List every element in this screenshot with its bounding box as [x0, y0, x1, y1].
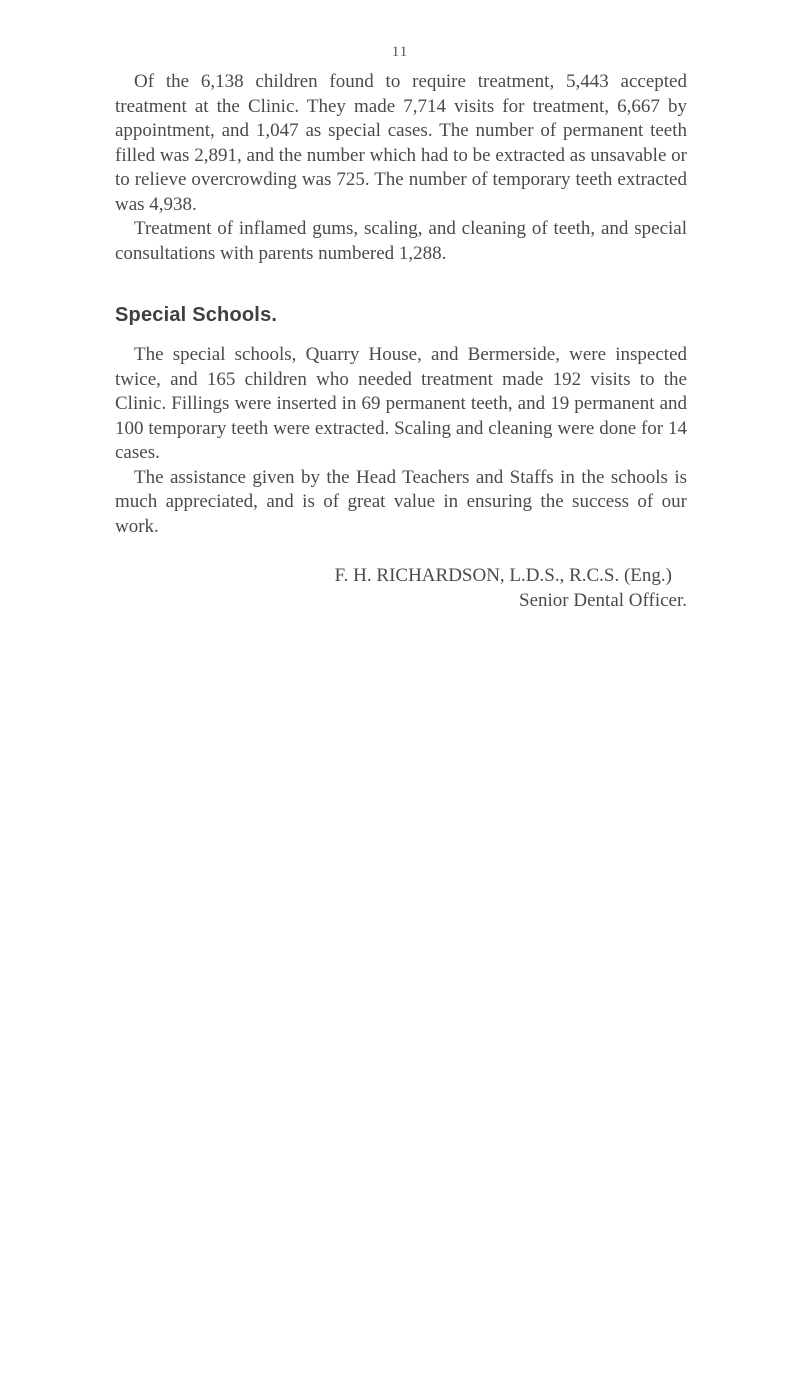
page-content — [115, 70, 687, 613]
signature-title: Senior Dental Officer. — [519, 590, 687, 611]
gum-treatment-paragraph: Treatment of inflamed gums, scaling, and cleaning of teeth, and special consultations with parents numbered 1,288. — [115, 218, 687, 264]
page-number: 11 — [391, 44, 409, 60]
signature-block — [115, 563, 687, 613]
special-schools-heading: Special Schools. — [115, 304, 278, 326]
signature-name: F. H. RICHARDSON, L.D.S., R.C.S. (Eng.) — [334, 565, 672, 586]
assistance-paragraph: The assistance given by the Head Teachers and Staffs in the schools is much appreciated, and is of great value in ensuring the success of our work. — [115, 466, 687, 537]
special-schools-paragraph: The special schools, Quarry House, and Bermerside, were inspected twice, and 165 children who needed treatment made 192 visits to the Clinic. Fillings were inserted in 69 permanent teeth, and 19 permanent and 100 temporary teeth were extracted. Scaling and cleaning were done for 14 cases. — [115, 344, 687, 463]
clinic-treatment-paragraph: Of the 6,138 children found to require treatment, 5,443 accepted treatment at the Clinic. They made 7,714 visits for treatment, 6,667 by appointment, and 1,047 as special cases. The number of permanent teeth filled was 2,891, and the number which had to be extracted as unsavable or to relieve overcrowding was 725. The number of temporary teeth extracted was 4,938. — [115, 71, 687, 215]
